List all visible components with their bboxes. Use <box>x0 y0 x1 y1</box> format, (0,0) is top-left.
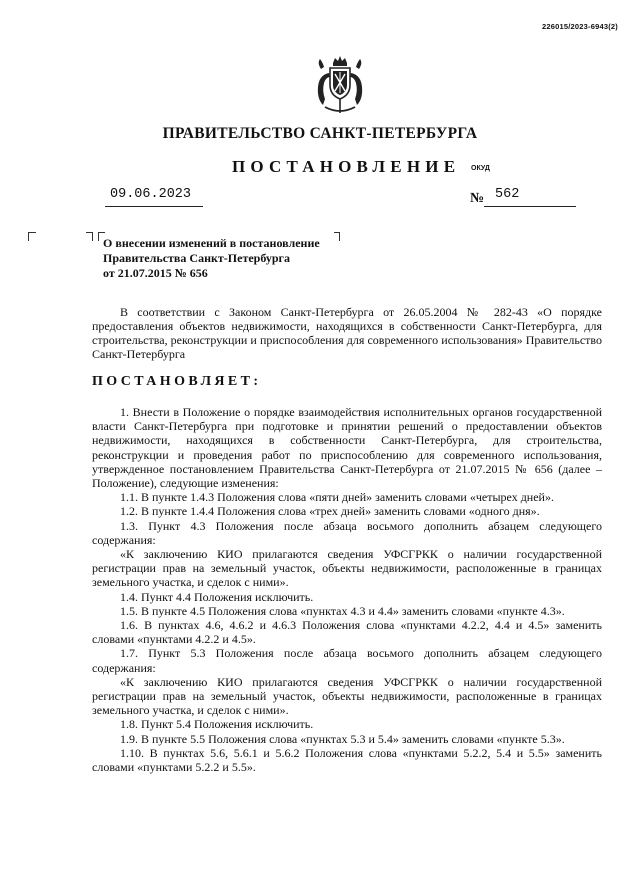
number-sign: № <box>470 191 485 206</box>
registration-number: 226015/2023-6943(2) <box>542 22 618 31</box>
corner-mark-subject-end <box>334 232 340 241</box>
paragraph: 1.6. В пунктах 4.6, 4.6.2 и 4.6.3 Положения слова «пунктами 4.2.2, 4.4 и 4.5» заменить словами «пунктами 4.2.2 и 4.5». <box>92 618 602 647</box>
corner-mark-left-end <box>86 232 93 241</box>
number-underline <box>484 206 576 207</box>
document-date: 09.06.2023 <box>110 187 192 202</box>
paragraph: 1.3. Пункт 4.3 Положения после абзаца восьмого дополнить абзацем следующего содержания: <box>92 518 602 547</box>
decree-body <box>92 405 602 774</box>
subject-line: О внесении изменений в постановление <box>103 236 320 250</box>
paragraph: «К заключению КИО прилагаются сведения УФСГРКК о наличии государственной регистрации прав на земельный участок, объекты недвижимости, расположенные в границах земельного участка, и сделок с ними». <box>92 547 602 590</box>
okud-label: ОКУД <box>471 165 490 172</box>
document-number: 562 <box>495 187 520 202</box>
paragraph: 1.7. Пункт 5.3 Положения после абзаца восьмого дополнить абзацем следующего содержания: <box>92 646 602 675</box>
preamble <box>92 305 602 361</box>
paragraph: 1.8. Пункт 5.4 Положения исключить. <box>120 717 314 732</box>
corner-mark-left <box>28 232 36 241</box>
coat-of-arms-emblem <box>311 55 369 115</box>
subject-line: Правительства Санкт-Петербурга <box>103 251 291 265</box>
paragraph: 1.2. В пункте 1.4.4 Положения слова «трех дней» заменить словами «одного дня». <box>120 504 540 519</box>
date-underline <box>105 206 203 207</box>
resolves-heading: ПОСТАНОВЛЯЕТ: <box>92 374 262 389</box>
paragraph: 1.5. В пункте 4.5 Положения слова «пунктах 4.3 и 4.4» заменить словами «пункте 4.3». <box>120 603 565 618</box>
paragraph: 1.9. В пункте 5.5 Положения слова «пунктах 5.3 и 5.4» заменить словами «пункте 5.3». <box>120 731 565 746</box>
document-subject <box>103 236 320 281</box>
paragraph: 1.1. В пункте 1.4.3 Положения слова «пяти дней» заменить словами «четырех дней». <box>120 490 554 505</box>
subject-line: от 21.07.2015 № 656 <box>103 266 208 280</box>
preamble-text: В соответствии с Законом Санкт-Петербурга от 26.05.2004 № 282-43 «О порядке предоставления объектов недвижимости, находящихся в собственности Санкт-Петербурга, для строительства, реконструкции и приспособления для современного использования» Правительство Санкт-Петербурга <box>92 305 602 361</box>
paragraph: 1. Внести в Положение о порядке взаимодействия исполнительных органов государственной власти Санкт-Петербурга при подготовке и принятии решений о предоставлении объектов недвижимости, находящихся в собственности Санкт-Петербурга, для строительства, реконструкции и проведения работ по приспособлению для современного использования, утвержденное постановлением Правительства Санкт-Петербурга от 21.07.2015 № 656 (далее – Положение), следующие изменения: <box>92 405 602 491</box>
paragraph: 1.4. Пункт 4.4 Положения исключить. <box>120 589 314 604</box>
paragraph: «К заключению КИО прилагаются сведения УФСГРКК о наличии государственной регистрации прав на земельный участок, объекты недвижимости, расположенные в границах земельного участка, и сделок с ними». <box>92 674 602 718</box>
document-type-title: ПОСТАНОВЛЕНИЕ <box>232 157 461 176</box>
government-title: ПРАВИТЕЛЬСТВО САНКТ-ПЕТЕРБУРГА <box>162 125 478 142</box>
paragraph: 1.10. В пунктах 5.6, 5.6.1 и 5.6.2 Положения слова «пунктами 5.2.2, 5.4 и 5.5» заменить словами «пунктами 5.2.2 и 5.5». <box>92 745 602 775</box>
